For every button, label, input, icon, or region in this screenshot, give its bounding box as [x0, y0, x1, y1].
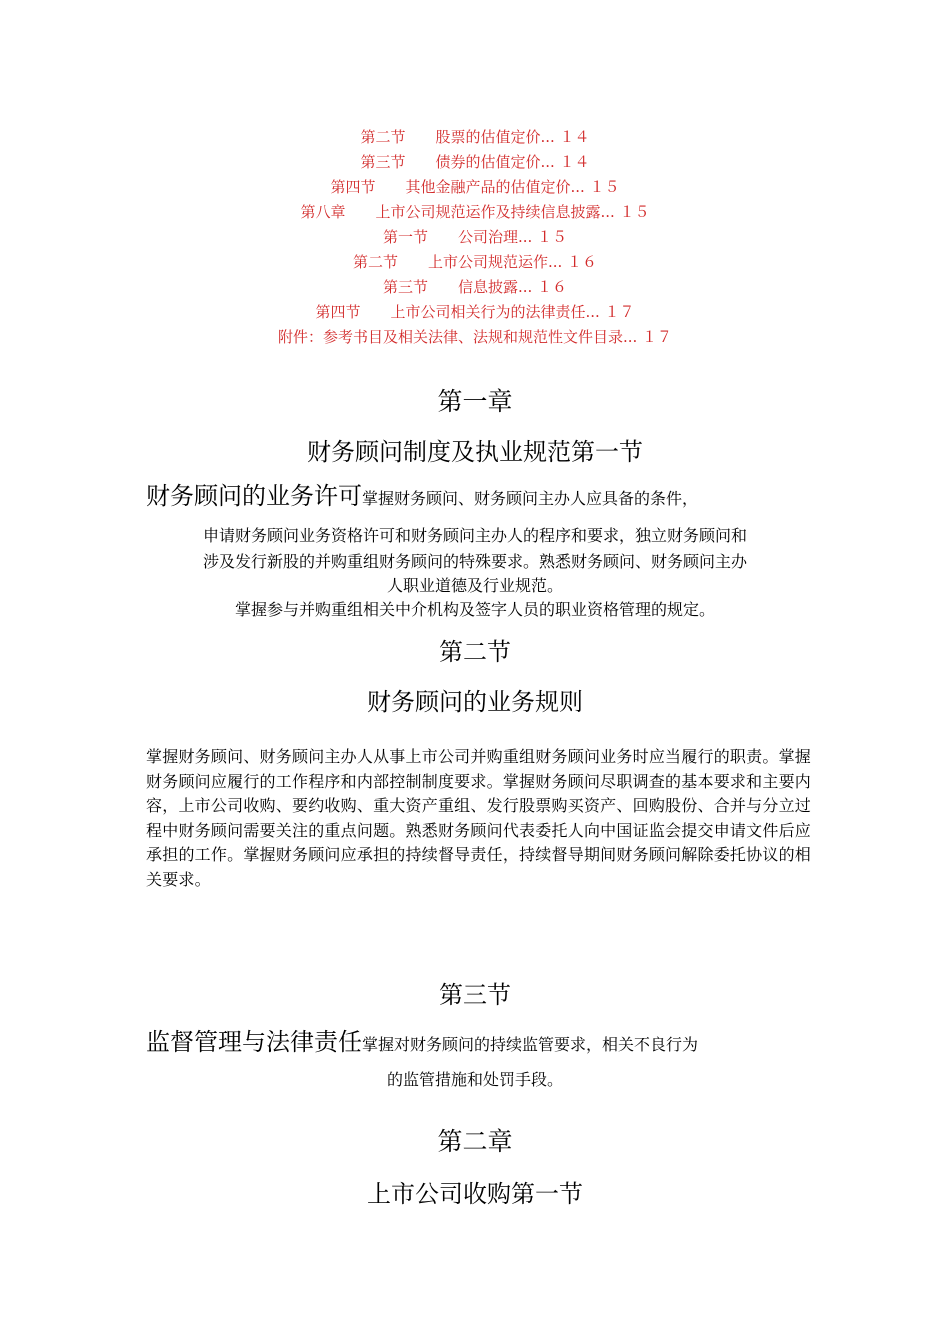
toc-label: 第八章	[300, 203, 346, 221]
toc-title: 上市公司规范运作及持续信息披露...	[375, 203, 615, 221]
toc-entry[interactable]	[0, 150, 950, 175]
toc-label: 第二节	[360, 128, 406, 146]
toc-title: 股票的估值定价...	[435, 128, 555, 146]
toc-page: １６	[537, 278, 568, 296]
section-title: 财务顾问的业务规则	[367, 688, 583, 716]
toc-title: 上市公司相关行为的法律责任...	[390, 303, 600, 321]
chapter-heading: 第一章	[437, 387, 513, 416]
section-heading: 财务顾问的业务许可	[146, 482, 362, 510]
toc-entry[interactable]	[0, 300, 950, 325]
toc-entry[interactable]	[0, 250, 950, 275]
chapter-title: 财务顾问制度及执业规范第一节	[307, 438, 643, 466]
toc-entry[interactable]	[0, 200, 950, 225]
toc-page: １５	[589, 178, 620, 196]
toc-page: １４	[559, 153, 590, 171]
section-heading: 监督管理与法律责任	[146, 1028, 362, 1056]
toc-label: 第二节	[352, 253, 398, 271]
toc-title: 上市公司规范运作...	[427, 253, 563, 271]
paragraph-line: 的监管措施和处罚手段。	[386, 1070, 563, 1089]
toc-label: 第四节	[330, 178, 376, 196]
toc-entry[interactable]	[0, 225, 950, 250]
paragraph-line: 申请财务顾问业务资格许可和财务顾问主办人的程序和要求，独立财务顾问和	[202, 526, 747, 545]
toc-page: １６	[567, 253, 598, 271]
toc-entry[interactable]	[0, 125, 950, 150]
toc-page: １５	[619, 203, 650, 221]
toc-page: １４	[559, 128, 590, 146]
paragraph-line: 人职业道德及行业规范。	[386, 576, 563, 595]
toc-page: １７	[604, 303, 635, 321]
paragraph-line: 掌握参与并购重组相关中介机构及签字人员的职业资格管理的规定。	[234, 600, 715, 619]
toc-title: 公司治理...	[457, 228, 533, 246]
toc-entry[interactable]	[0, 175, 950, 200]
section-3-first-line	[146, 1030, 698, 1057]
toc-label: 附件：参考书目及相关法律、法规和规范性文件目录...	[277, 328, 638, 346]
section-heading: 第三节	[439, 981, 511, 1009]
toc-entry[interactable]	[0, 275, 950, 300]
section-text: 掌握对财务顾问的持续监管要求，相关不良行为	[362, 1035, 699, 1054]
section-1-first-line	[146, 484, 698, 511]
section-text: 掌握财务顾问、财务顾问主办人应具备的条件，	[362, 489, 699, 508]
toc-title: 信息披露...	[457, 278, 533, 296]
section-2-body: 掌握财务顾问、财务顾问主办人从事上市公司并购重组财务顾问业务时应当履行的职责。掌握财务顾问应履行的工作程序和内部控制制度要求。掌握财务顾问尽职调查的基本要求和主要内容，上市公司收购、要约收购、重大资产重组、发行股票购买资产、回购股份、合并与分立过程中财务顾问需要关注的重点问题。熟悉财务顾问代表委托人向中国证监会提交申请文件后应承担的工作。掌握财务顾问应承担的持续督导责任，持续督导期间财务顾问解除委托协议的相关要求。	[146, 747, 811, 889]
chapter-title: 上市公司收购第一节	[367, 1180, 583, 1208]
section-heading: 第二节	[439, 638, 511, 666]
toc-title: 债券的估值定价...	[435, 153, 555, 171]
toc-page: １７	[642, 328, 673, 346]
toc-entry[interactable]	[0, 325, 950, 350]
toc-label: 第一节	[382, 228, 428, 246]
table-of-contents	[0, 125, 950, 350]
toc-label: 第三节	[360, 153, 406, 171]
toc-title: 其他金融产品的估值定价...	[405, 178, 585, 196]
paragraph-line: 涉及发行新股的并购重组财务顾问的特殊要求。熟悉财务顾问、财务顾问主办	[202, 552, 747, 571]
toc-page: １５	[537, 228, 568, 246]
toc-label: 第三节	[382, 278, 428, 296]
chapter-heading: 第二章	[437, 1127, 513, 1156]
toc-label: 第四节	[315, 303, 361, 321]
